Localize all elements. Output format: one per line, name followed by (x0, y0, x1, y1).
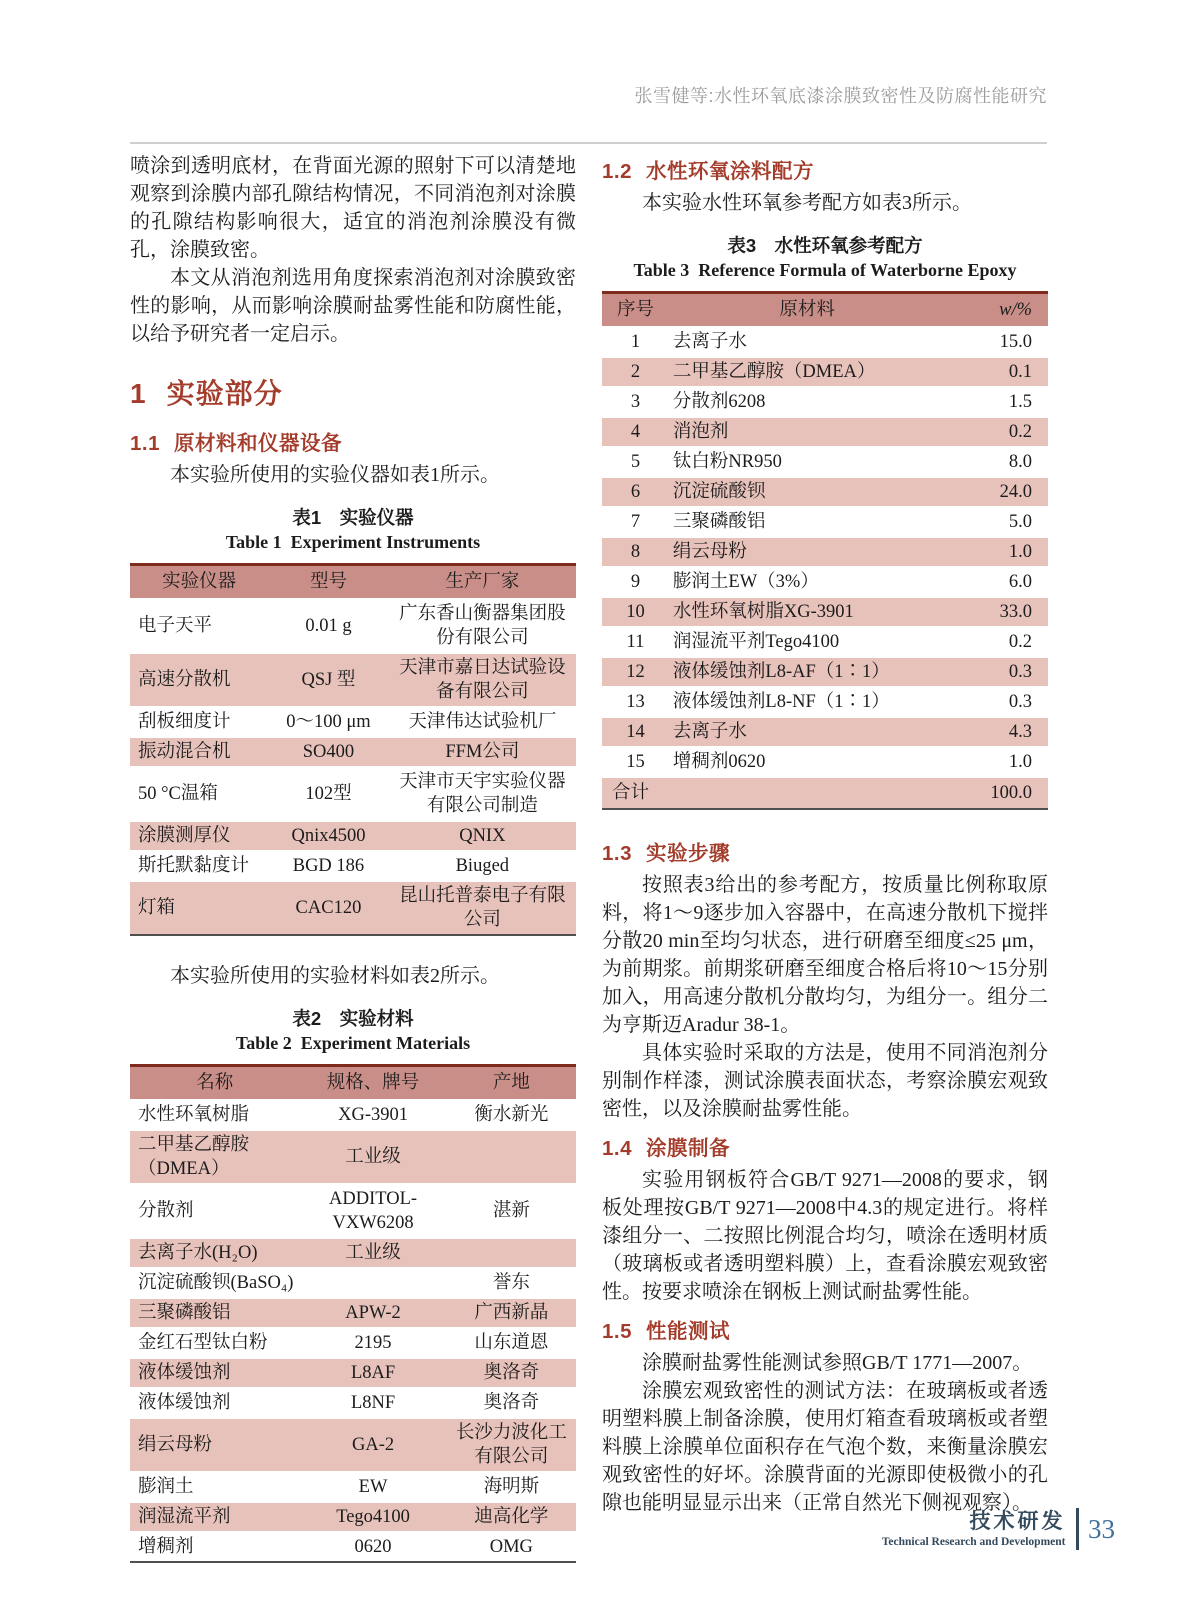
table-cell: 102型 (305, 784, 352, 804)
right-column (602, 152, 1048, 1563)
table-row (602, 387, 1048, 417)
table-cell: 灯箱 (138, 898, 176, 918)
table-row (130, 1268, 576, 1298)
total-value: 100.0 (990, 783, 1032, 803)
table-cell: 3 (630, 392, 641, 412)
table-reference-formula (602, 291, 1048, 810)
table-cell: EW (358, 1477, 388, 1497)
section-number: 1.1 (130, 432, 160, 455)
table-cell: 0.2 (1008, 632, 1032, 652)
table-cell: GA-2 (351, 1435, 395, 1455)
table-cell: 5 (630, 452, 641, 472)
section-title: 水性环氧涂料配方 (646, 160, 814, 183)
section-title: 性能测试 (646, 1320, 730, 1343)
table-cell: 1.0 (1008, 542, 1032, 562)
table-row (602, 747, 1048, 777)
paragraph: 本实验水性环氧参考配方如表3所示。 (642, 192, 972, 214)
table-cell: 液体缓蚀剂L8-NF（1∶1） (672, 692, 890, 712)
table-cell: XG-3901 (338, 1105, 408, 1125)
table-cell: 液体缓蚀剂 (138, 1393, 231, 1413)
table-cell: 增稠剂0620 (672, 752, 766, 772)
table-cell: 0.3 (1008, 692, 1032, 712)
table-row (130, 1502, 576, 1532)
page-footer (882, 1508, 1115, 1550)
table-cell: 电子天平 (138, 616, 213, 636)
table-cell: 消泡剂 (672, 422, 729, 442)
table-cell: Biuged (455, 856, 510, 876)
table-cell: 天津市天宇实验仪器有限公司制造 (399, 772, 566, 816)
table-cell: 50 °C温箱 (138, 784, 218, 804)
table-row (130, 707, 576, 737)
table-cell: 33.0 (999, 602, 1032, 622)
section-1-heading (130, 372, 576, 412)
column-header: w/% (945, 293, 1048, 328)
table-cell: 湛新 (492, 1201, 530, 1221)
table-row (602, 597, 1048, 627)
table-cell: 二甲基乙醇胺（DMEA） (138, 1135, 250, 1179)
table-row (130, 737, 576, 767)
table-cell: 振动混合机 (138, 742, 231, 762)
table-cell: FFM公司 (445, 742, 520, 762)
table-cell: 绢云母粉 (672, 542, 747, 562)
table-cell: 水性环氧树脂XG-3901 (672, 602, 854, 622)
table3-caption (602, 233, 1048, 283)
table-cell: 斯托默黏度计 (138, 856, 250, 876)
table-row (130, 599, 576, 653)
section-title: 原材料和仪器设备 (174, 432, 342, 455)
table-caption-cn: 表3 水性环氧参考配方 (727, 235, 923, 256)
table-row (130, 821, 576, 851)
table-header-row (130, 1066, 576, 1101)
left-column (130, 152, 576, 1563)
table-cell: 0.01 g (305, 616, 352, 636)
table-cell: 4.3 (1008, 722, 1032, 742)
table-experiment-instruments (130, 563, 576, 936)
table-cell: 8.0 (1008, 452, 1032, 472)
table-cell: 0620 (354, 1537, 392, 1557)
table-row (130, 1388, 576, 1418)
table-cell: 分散剂6208 (672, 392, 766, 412)
table-cell: 0.3 (1008, 662, 1032, 682)
table-cell: 迪高化学 (474, 1507, 549, 1527)
table-cell: QNIX (459, 826, 506, 846)
table-caption-en: Table 2 Experiment Materials (235, 1033, 471, 1053)
section-number: 1.5 (602, 1320, 632, 1343)
table-row (130, 653, 576, 707)
table-cell: 奥洛奇 (483, 1363, 540, 1383)
table-cell: 奥洛奇 (483, 1393, 540, 1413)
table-row (602, 687, 1048, 717)
table-caption-cn: 表1 实验仪器 (292, 507, 414, 528)
table-cell: 绢云母粉 (138, 1435, 213, 1455)
table-cell: 2 (630, 362, 641, 382)
table-cell: 1.5 (1008, 392, 1032, 412)
table-cell: QSJ 型 (301, 670, 356, 690)
table-row (602, 567, 1048, 597)
column-header: 实验仪器 (130, 565, 268, 600)
section-title: 涂膜制备 (646, 1137, 730, 1160)
table-header-row (130, 565, 576, 600)
table-cell: 润湿流平剂Tego4100 (672, 632, 840, 652)
table-row (130, 1238, 576, 1268)
page-number: 33 (1088, 1513, 1115, 1544)
table-cell: 衡水新光 (474, 1105, 549, 1125)
table-cell: 去离子水(H₂O) (138, 1243, 258, 1263)
column-header: 产地 (447, 1066, 576, 1101)
table-cell: OMG (489, 1537, 533, 1557)
table-row (130, 1358, 576, 1388)
table-cell: 15 (626, 752, 645, 772)
table-cell: ADDITOL-VXW6208 (329, 1189, 418, 1233)
section-title: 实验步骤 (646, 842, 730, 865)
column-header: 型号 (268, 565, 388, 600)
table-cell: 0.1 (1008, 362, 1032, 382)
table-caption-en: Table 3 Reference Formula of Waterborne Epoxy (633, 260, 1017, 280)
table-cell: 沉淀硫酸钡 (672, 482, 766, 502)
table-row (130, 1130, 576, 1184)
table-cell: 15.0 (999, 332, 1032, 352)
table-cell: SO400 (302, 742, 355, 762)
table-row (602, 537, 1048, 567)
paragraph: 喷涂到透明底材，在背面光源的照射下可以清楚地观察到涂膜内部孔隙结构情况，不同消泡剂对涂膜的孔隙结构影响很大，适宜的消泡剂涂膜没有微孔，涂膜致密。 (130, 155, 576, 261)
table-cell: APW-2 (345, 1303, 401, 1323)
table1-caption (130, 505, 576, 555)
paragraph: 按照表3给出的参考配方，按质量比例称取原料，将1～9逐步加入容器中，在高速分散机下搅拌分散20 min至均匀状态，进行研磨至细度≤25 μm，为前期浆。前期浆研磨至细度合格后将10～15分别加入，用高速分散机分散均匀，为组分一。组分二为亨斯迈Aradur 38-1。 (602, 874, 1048, 1036)
paragraph: 本实验所使用的实验仪器如表1所示。 (170, 464, 500, 486)
table-cell: Qnix4500 (291, 826, 366, 846)
table-cell: 三聚磷酸铝 (672, 512, 766, 532)
table-cell: 2195 (354, 1333, 392, 1353)
table-cell (447, 1130, 576, 1184)
section-1-2-heading (602, 154, 1048, 184)
paragraph: 具体实验时采取的方法是，使用不同消泡剂分别制作样漆，测试涂膜表面状态，考察涂膜宏观致密性，以及涂膜耐盐雾性能。 (602, 1042, 1048, 1120)
table-cell: 刮板细度计 (138, 712, 231, 732)
table-cell: 24.0 (999, 482, 1032, 502)
table-cell: 天津伟达试验机厂 (408, 712, 557, 732)
table-cell: 广西新晶 (474, 1303, 549, 1323)
table-cell: 9 (630, 572, 641, 592)
table-cell: 海明斯 (483, 1477, 540, 1497)
table-experiment-materials (130, 1064, 576, 1563)
column-header: 规格、牌号 (299, 1066, 446, 1101)
table-cell: 11 (626, 632, 645, 652)
table-cell: 沉淀硫酸钡(BaSO₄) (138, 1273, 294, 1293)
table-cell: 誉东 (492, 1273, 530, 1293)
table-cell: 12 (626, 662, 645, 682)
running-head: 张雪健等:水性环氧底漆涂膜致密性及防腐性能研究 (634, 86, 1047, 106)
table-cell: 0.2 (1008, 422, 1032, 442)
table-row (130, 1298, 576, 1328)
table-cell: 工业级 (345, 1147, 401, 1167)
table-cell: 二甲基乙醇胺（DMEA） (672, 362, 876, 382)
table-cell: 去离子水 (672, 722, 747, 742)
table-cell: L8NF (350, 1393, 396, 1413)
total-label: 合计 (612, 783, 650, 803)
section-number: 1.4 (602, 1137, 632, 1160)
footer-section-name (882, 1511, 1066, 1548)
table-cell: 广东香山衡器集团股份有限公司 (399, 604, 566, 648)
column-header: 原材料 (669, 293, 946, 328)
table-cell: 1.0 (1008, 752, 1032, 772)
table-cell: 6 (630, 482, 641, 502)
table-cell: 高速分散机 (138, 670, 231, 690)
table-cell (447, 1238, 576, 1268)
table-row (602, 717, 1048, 747)
table-cell: 增稠剂 (138, 1537, 194, 1557)
table-cell: 水性环氧树脂 (138, 1105, 250, 1125)
paragraph: 实验用钢板符合GB/T 9271—2008的要求，钢板处理按GB/T 9271—2008中4.3的规定进行。将样漆组分一、二按照比例混合均匀，喷涂在透明材质（玻璃板或者透明塑料膜）上，查看涂膜宏观致密性。按要求喷涂在钢板上测试耐盐雾性能。 (602, 1169, 1048, 1303)
section-1-4-heading (602, 1131, 1048, 1161)
table-cell: 山东道恩 (474, 1333, 549, 1353)
footer-section-cn: 技术研发 (969, 1509, 1066, 1533)
table-row (130, 1472, 576, 1502)
section-1-3-heading (602, 836, 1048, 866)
table-row (602, 327, 1048, 357)
table-cell: 膨润土 (138, 1477, 194, 1497)
table2-caption (130, 1006, 576, 1056)
table-row (602, 507, 1048, 537)
table-total-row (602, 777, 1048, 809)
paragraph: 涂膜宏观致密性的测试方法：在玻璃板或者透明塑料膜上制备涂膜，使用灯箱查看玻璃板或者塑料膜上涂膜单位面积存在气泡个数，来衡量涂膜宏观致密性的好坏。涂膜背面的光源即使极微小的孔隙也能明显显示出来（正常自然光下侧视观察）。 (602, 1380, 1048, 1514)
table-cell: 1 (630, 332, 641, 352)
table-cell: 13 (626, 692, 645, 712)
table-cell: 液体缓蚀剂 (138, 1363, 231, 1383)
table-cell: 液体缓蚀剂L8-AF（1∶1） (672, 662, 890, 682)
table-cell: 14 (626, 722, 645, 742)
table-row (602, 627, 1048, 657)
table-row (130, 767, 576, 821)
table-row (602, 417, 1048, 447)
table-row (130, 851, 576, 881)
table-cell: 4 (630, 422, 641, 442)
column-header: 生产厂家 (389, 565, 576, 600)
table-cell: BGD 186 (292, 856, 365, 876)
section-number: 1 (130, 378, 147, 409)
table-header-row (602, 293, 1048, 328)
table-row (130, 881, 576, 935)
table-cell: 分散剂 (138, 1201, 194, 1221)
table-cell: Tego4100 (336, 1507, 410, 1527)
table-row (130, 1328, 576, 1358)
table-cell: 6.0 (1008, 572, 1032, 592)
table-cell: L8AF (350, 1363, 396, 1383)
table-cell: 8 (630, 542, 641, 562)
table-caption-en: Table 1 Experiment Instruments (225, 532, 481, 552)
table-cell: CAC120 (295, 898, 362, 918)
table-row (602, 357, 1048, 387)
table-row (602, 477, 1048, 507)
table-cell: 去离子水 (672, 332, 747, 352)
footer-divider (1076, 1508, 1080, 1550)
column-header: 序号 (602, 293, 669, 328)
table-cell: 长沙力波化工有限公司 (455, 1423, 567, 1467)
table-cell (299, 1268, 446, 1298)
header-rule (130, 142, 1047, 144)
table-cell: 0～100 μm (286, 712, 371, 732)
table-cell: 金红石型钛白粉 (138, 1333, 268, 1353)
section-title: 实验部分 (166, 378, 283, 409)
two-column-layout (130, 152, 1047, 1563)
paragraph: 涂膜耐盐雾性能测试参照GB/T 1771—2007。 (642, 1352, 1033, 1374)
table-caption-cn: 表2 实验材料 (292, 1008, 414, 1029)
table-cell: 涂膜测厚仪 (138, 826, 231, 846)
table-cell: 膨润土EW（3%） (672, 572, 819, 592)
table-cell: 10 (626, 602, 645, 622)
table-row (602, 657, 1048, 687)
section-number: 1.3 (602, 842, 632, 865)
section-1-1-heading (130, 426, 576, 456)
paragraph: 本实验所使用的实验材料如表2所示。 (170, 965, 500, 987)
table-cell: 工业级 (345, 1243, 401, 1263)
column-header: 名称 (130, 1066, 299, 1101)
table-cell: 润湿流平剂 (138, 1507, 231, 1527)
footer-section-en: Technical Research and Development (881, 1535, 1066, 1548)
table-cell: 5.0 (1008, 512, 1032, 532)
paragraph: 本文从消泡剂选用角度探索消泡剂对涂膜致密性的影响，从而影响涂膜耐盐雾性能和防腐性能，以给予研究者一定启示。 (130, 267, 576, 345)
table-cell: 昆山托普泰电子有限公司 (399, 886, 566, 930)
table-row (130, 1184, 576, 1238)
table-row (130, 1418, 576, 1472)
table-cell: 钛白粉NR950 (672, 452, 782, 472)
section-1-5-heading (602, 1314, 1048, 1344)
table-row (130, 1100, 576, 1130)
table-row (130, 1532, 576, 1562)
table-cell: 三聚磷酸铝 (138, 1303, 231, 1323)
table-cell: 天津市嘉日达试验设备有限公司 (399, 658, 566, 702)
table-row (602, 447, 1048, 477)
table-cell: 7 (630, 512, 641, 532)
section-number: 1.2 (602, 160, 632, 183)
